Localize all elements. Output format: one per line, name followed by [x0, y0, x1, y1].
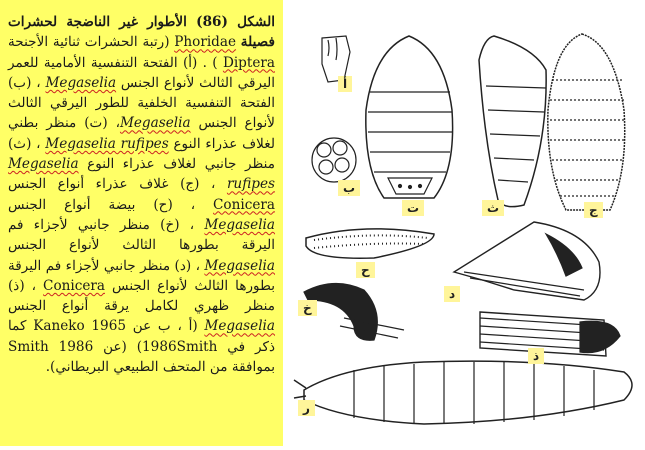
- caption-text: ، (ب) الفتحة التنفسية الخلفية: [8, 74, 275, 112]
- species-name: Megaselia rufipes: [45, 135, 169, 152]
- genus-name: Megaselia: [204, 318, 275, 335]
- caption-text: (رتبة الحشرات ثنائية: [52, 34, 170, 51]
- caption-text: ، (د) منظر جانبي لأجزاء فم اليرقة: [8, 257, 200, 274]
- caption-text: الجنس: [8, 196, 47, 213]
- figure-label-d: د: [444, 286, 460, 302]
- figure-plate: [284, 0, 645, 446]
- figure-label-b: ب: [338, 180, 360, 196]
- order-name: Diptera: [222, 54, 275, 71]
- caption-text: (ت) منظر بطني لغلاف عذراء النوع: [8, 115, 275, 152]
- caption-text: الأمامية للعمر اليرقي الثالث لأنواع الجنس: [8, 54, 275, 91]
- figure-label-th: ث: [482, 200, 504, 216]
- caption-title: الشكل (86) الأطوار غير الناضجة لحشرات: [8, 14, 275, 30]
- figure-label-a: أ: [338, 76, 352, 92]
- genus-name: Megaselia: [119, 115, 191, 132]
- figure-label-t: ت: [402, 200, 424, 216]
- conicera-puparium-drawing: [548, 34, 625, 210]
- posterior-spiracle-drawing: [312, 138, 356, 182]
- puparium-lateral-drawing: [479, 36, 546, 207]
- figure-label-r: ر: [298, 400, 315, 416]
- figure-label-dh: ذ: [528, 348, 544, 364]
- caption-text: عذراء النوع: [87, 156, 155, 173]
- caption-text: للطور اليرقي الثالث لأنواع الجنس: [8, 95, 275, 132]
- caption-text: ، (خ) منظر جانبي لأجزاء: [33, 216, 195, 233]
- caption-text: (أ ، ب عن Kaneko 1965 كما ذكر: [8, 318, 276, 355]
- species-name: Megaselia rufipes: [8, 156, 275, 193]
- caption-text: فم اليرقة بطورها الثالث لأنواع الجنس: [8, 216, 275, 254]
- caption-text: ، (ح) بيضة أنواع: [64, 196, 196, 213]
- caption-text: فصيلة: [240, 34, 275, 51]
- caption-text: من المتحف الطبيعي البريطاني).: [45, 359, 228, 376]
- puparium-ventral-drawing: [366, 36, 453, 198]
- caption-text: ، (ج) غلاف: [139, 176, 216, 193]
- caption-text: الأجنحة: [8, 34, 49, 51]
- caption-text: ، (ث) منظر جانبي لغلاف: [8, 135, 275, 173]
- mouthparts-megaselia-drawing: [304, 283, 404, 340]
- figure-label-j: ج: [584, 202, 603, 218]
- caption-text: ) . (أ) الفتحة التنفسية: [90, 54, 218, 71]
- figure-label-h: ح: [356, 262, 375, 278]
- figure-label-kh: خ: [298, 300, 317, 316]
- caption-text: ، (ذ): [8, 277, 37, 294]
- genus-name: Conicera: [213, 196, 275, 213]
- caption-panel: [0, 0, 283, 446]
- genus-name: Megaselia: [204, 216, 275, 233]
- whole-larva-drawing: [294, 361, 632, 424]
- genus-name: Megaselia: [204, 257, 275, 274]
- drawings: [284, 0, 645, 446]
- family-name: Phoridae: [174, 34, 237, 51]
- caption-text: بطورها الثالث لأنواع الجنس: [112, 277, 276, 294]
- caption-text: في 1986Smith) (عن Smith 1986 بموافقة: [8, 338, 275, 376]
- genus-name: Megaselia: [45, 74, 117, 91]
- caption-text: عذراء أنواع الجنس: [8, 176, 128, 193]
- caption-text: منظر ظهري لكامل يرقة أنواع الجنس: [8, 298, 275, 315]
- mouthparts-dh-drawing: [480, 312, 620, 356]
- figure-caption: الشكل (86) الأطوار غير الناضجة لحشرات فصيلة Phoridae (رتبة الحشرات ثنائية الأجنحة Diptera ) . (أ) الفتحة التنفسية الأمامية للعمر اليرقي الثالث لأنواع الجنس Megaselia ، (ب) الفتحة التنفسية الخلفية للطور اليرقي الثالث لأنواع الجنس Megaselia، (ت) منظر بطني لغلاف عذراء النوع Megaselia rufipes ، (ث) منظر جانبي لغلاف عذراء النوع Megaselia rufipes ، (ج) غلاف عذراء أنواع الجنس Conicera ، (ح) بيضة أنواع الجنس Megaselia ، (خ) منظر جانبي لأجزاء فم اليرقة بطورها الثالث لأنواع الجنس Megaselia ، (د) منظر جانبي لأجزاء فم اليرقة بطورها الثالث لأنواع الجنس Conicera ، (ذ) منظر ظهري لكامل يرقة أنواع الجنس Megaselia (أ ، ب عن Kaneko 1965 كما ذكر في 1986Smith) (عن Smith 1986 بموافقة من المتحف الطبيعي البريطاني).: [8, 14, 276, 376]
- mouthparts-conicera-drawing: [454, 222, 600, 300]
- genus-name: Conicera: [43, 277, 105, 294]
- egg-drawing: [306, 229, 434, 258]
